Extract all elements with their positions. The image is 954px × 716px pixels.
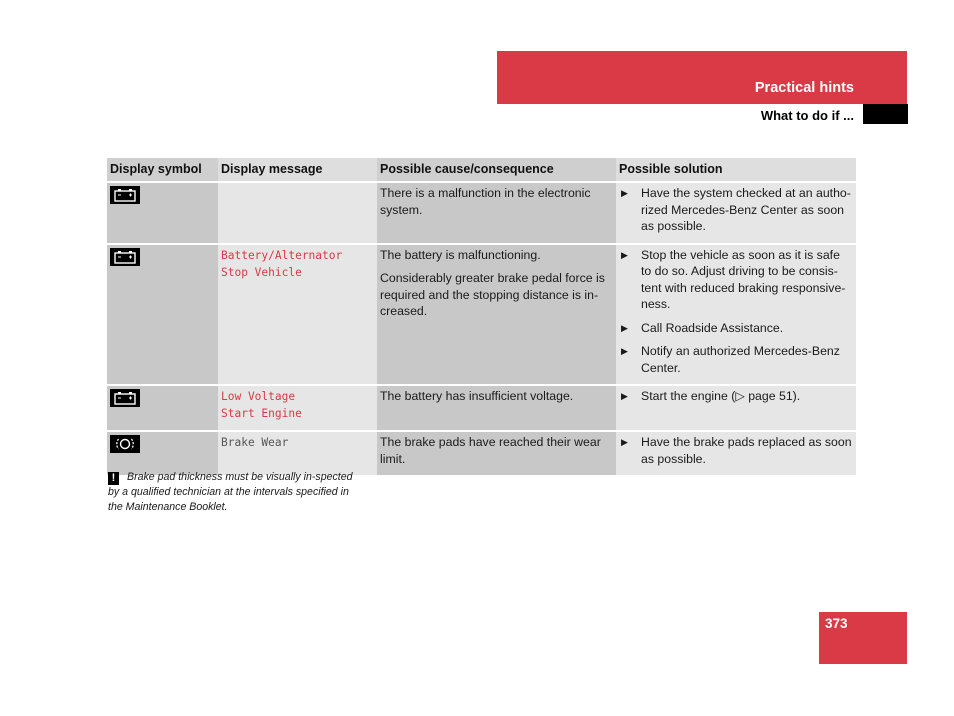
solution-item — [619, 247, 853, 313]
display-message-line: Start Engine — [221, 407, 302, 420]
possible-cause-cell — [377, 244, 616, 386]
warning-note-text: Brake pad thickness must be visually in-spected by a qualified technician at the intervals specified in the Maintenance Booklet. — [108, 471, 353, 513]
column-header-symbol: Display symbol — [107, 158, 218, 182]
display-message-line: Brake Wear — [221, 436, 289, 449]
possible-solution-cell — [616, 182, 856, 244]
solution-text: Notify an authorized Mercedes-Benz Center. — [641, 344, 840, 375]
bullet-arrow-icon: ▶ — [621, 391, 628, 401]
table-row — [107, 182, 856, 244]
solution-text: Have the system checked at an autho-rized Mercedes-Benz Center as soon as possible. — [641, 186, 851, 233]
solution-item — [619, 185, 853, 235]
bullet-arrow-icon: ▶ — [621, 249, 628, 260]
possible-solution-cell — [616, 244, 856, 386]
brake-pad-icon — [110, 435, 140, 453]
column-header-message: Display message — [218, 158, 377, 182]
cause-paragraph: The brake pads have reached their wear limit. — [380, 435, 601, 466]
bullet-arrow-icon: ▶ — [621, 346, 628, 356]
possible-cause-cell — [377, 385, 616, 431]
possible-cause-cell — [377, 182, 616, 244]
battery-icon — [110, 186, 140, 204]
display-message-line: Battery/Alternator — [221, 248, 343, 262]
column-header-cause: Possible cause/consequence — [377, 158, 616, 182]
bullet-arrow-icon: ▶ — [621, 322, 628, 333]
chapter-tab-marker — [863, 104, 908, 124]
table-row — [107, 244, 856, 386]
display-message-line: Low Voltage — [221, 390, 296, 403]
column-header-solution: Possible solution — [616, 158, 856, 182]
solution-text: Call Roadside Assistance. — [641, 320, 784, 335]
warning-icon: ! — [108, 472, 119, 485]
bullet-arrow-icon: ▶ — [621, 437, 628, 447]
battery-icon — [110, 248, 140, 266]
battery-icon — [110, 389, 140, 407]
display-message-line: Stop Vehicle — [221, 265, 302, 279]
possible-solution-cell — [616, 431, 856, 476]
solution-text: Have the brake pads replaced as soon as possible. — [641, 435, 852, 466]
display-message-cell — [218, 182, 377, 244]
possible-cause-cell — [377, 431, 616, 476]
display-symbol-cell — [107, 182, 218, 244]
cause-paragraph: There is a malfunction in the electronic system. — [380, 186, 591, 217]
display-symbol-cell — [107, 385, 218, 431]
sub-title: What to do if ... — [760, 108, 854, 123]
cause-paragraph: Considerably greater brake pedal force is required and the stopping distance is in-creased. — [380, 271, 605, 318]
bullet-arrow-icon: ▶ — [621, 188, 628, 198]
solution-item — [619, 320, 853, 337]
cause-paragraph: The battery has insufficient voltage. — [380, 389, 574, 403]
solution-text: Stop the vehicle as soon as it is safe to do so. Adjust driving to be consis-tent with reduced braking responsive-ness. — [641, 247, 846, 311]
solution-item — [619, 434, 853, 467]
cause-paragraph: The battery is malfunctioning. — [380, 247, 541, 262]
display-symbol-cell — [107, 244, 218, 386]
display-messages-table — [107, 158, 856, 477]
solution-text: Start the engine (▷ page 51). — [641, 389, 801, 403]
table-row — [107, 385, 856, 431]
possible-solution-cell — [616, 385, 856, 431]
solution-item — [619, 343, 853, 376]
warning-note — [108, 470, 358, 515]
page-number: 373 — [825, 616, 848, 631]
table-header-row — [107, 158, 856, 182]
display-message-cell — [218, 385, 377, 431]
header-band — [497, 51, 907, 104]
display-message-cell — [218, 244, 377, 386]
solution-item — [619, 388, 853, 405]
section-title: Practical hints — [754, 80, 854, 96]
